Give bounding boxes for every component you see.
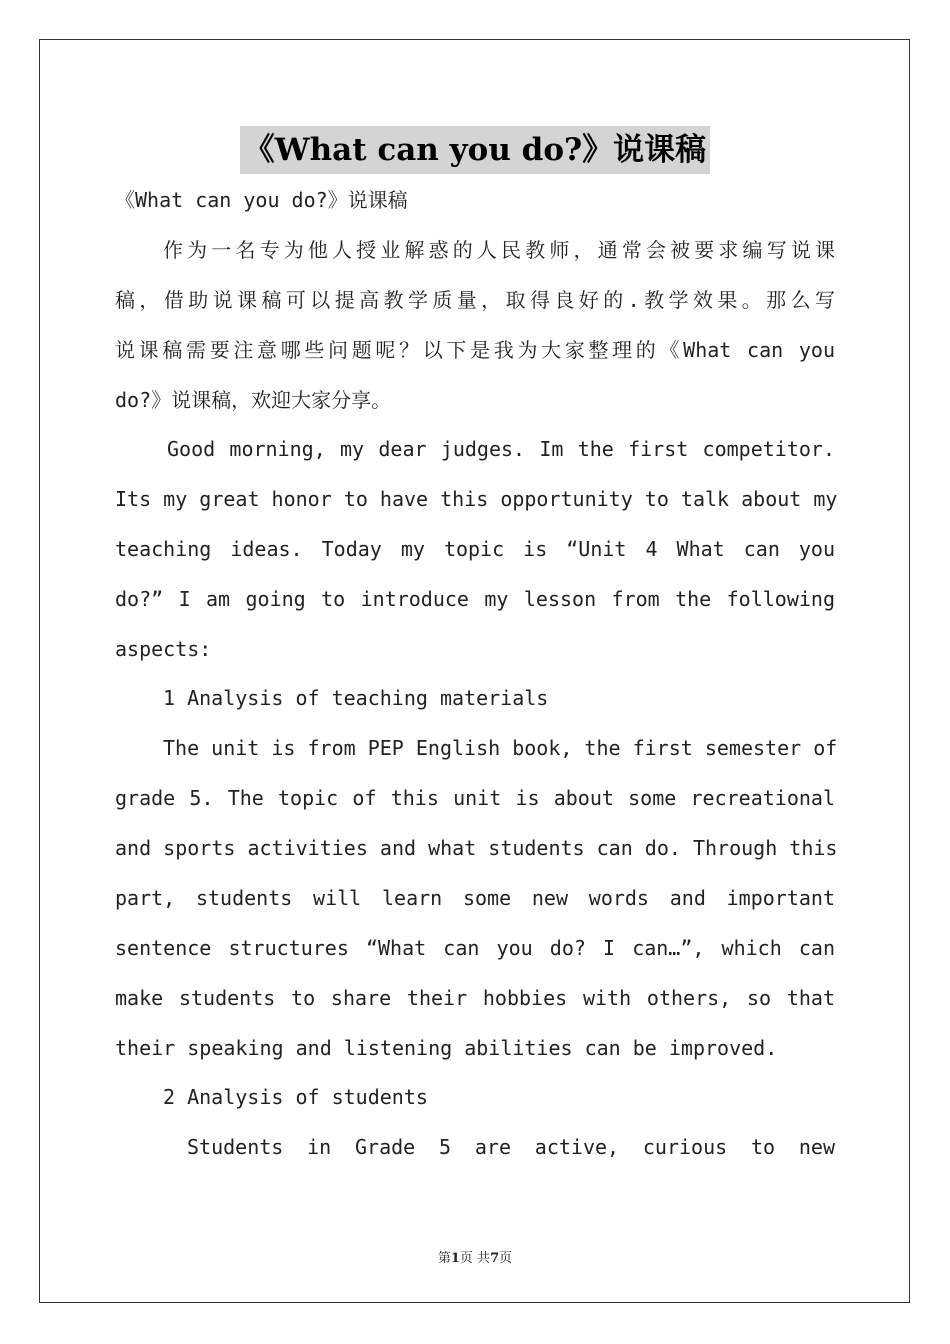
section-heading-2: 2 Analysis of students — [163, 1085, 428, 1109]
title-container — [0, 126, 950, 174]
materials-line-4: part, students will learn some new words and important — [115, 886, 835, 910]
greeting-line-3: teaching ideas. Today my topic is “Unit 4 What can you — [115, 537, 835, 561]
intro-line-1: 作为一名专为他人授业解惑的人民教师，通常会被要求编写说课 — [163, 238, 835, 262]
footer-suffix: 页 — [499, 1251, 513, 1266]
footer-prefix: 第 — [437, 1251, 451, 1266]
materials-line-2: grade 5. The topic of this unit is about some recreational — [115, 786, 835, 810]
materials-line-7: their speaking and listening abilities can be improved. — [115, 1036, 778, 1060]
subtitle-line: 《What can you do?》说课稿 — [115, 188, 408, 212]
materials-line-6: make students to share their hobbies with others, so that — [115, 986, 835, 1010]
section-heading-1: 1 Analysis of teaching materials — [163, 686, 549, 710]
footer-page-number: 1 — [450, 1251, 460, 1266]
intro-line-2: 稿，借助说课稿可以提高教学质量，取得良好的.教学效果。那么写 — [115, 288, 835, 312]
materials-line-3: and sports activities and what students can do. Through this — [115, 836, 838, 860]
greeting-line-4: do?” I am going to introduce my lesson from the following — [115, 587, 835, 611]
intro-line-3: 说课稿需要注意哪些问题呢？以下是我为大家整理的《What can you — [115, 338, 835, 362]
greeting-line-2: Its my great honor to have this opportunity to talk about my — [115, 487, 838, 511]
intro-line-4: do?》说课稿，欢迎大家分享。 — [115, 388, 392, 412]
footer-total-pages: 7 — [490, 1251, 500, 1266]
footer-middle: 页 共 — [459, 1251, 491, 1266]
document-title: 《What can you do?》说课稿 — [240, 126, 710, 174]
materials-line-1: The unit is from PEP English book, the first semester of — [163, 736, 838, 760]
page-border — [39, 39, 910, 1303]
students-line-1: Students in Grade 5 are active, curious to new — [187, 1135, 835, 1159]
page-footer — [0, 1247, 950, 1266]
greeting-line-1: Good morning, my dear judges. Im the first competitor. — [167, 437, 835, 461]
materials-line-5: sentence structures “What can you do? I can…”, which can — [115, 936, 835, 960]
greeting-line-5: aspects: — [115, 637, 212, 661]
